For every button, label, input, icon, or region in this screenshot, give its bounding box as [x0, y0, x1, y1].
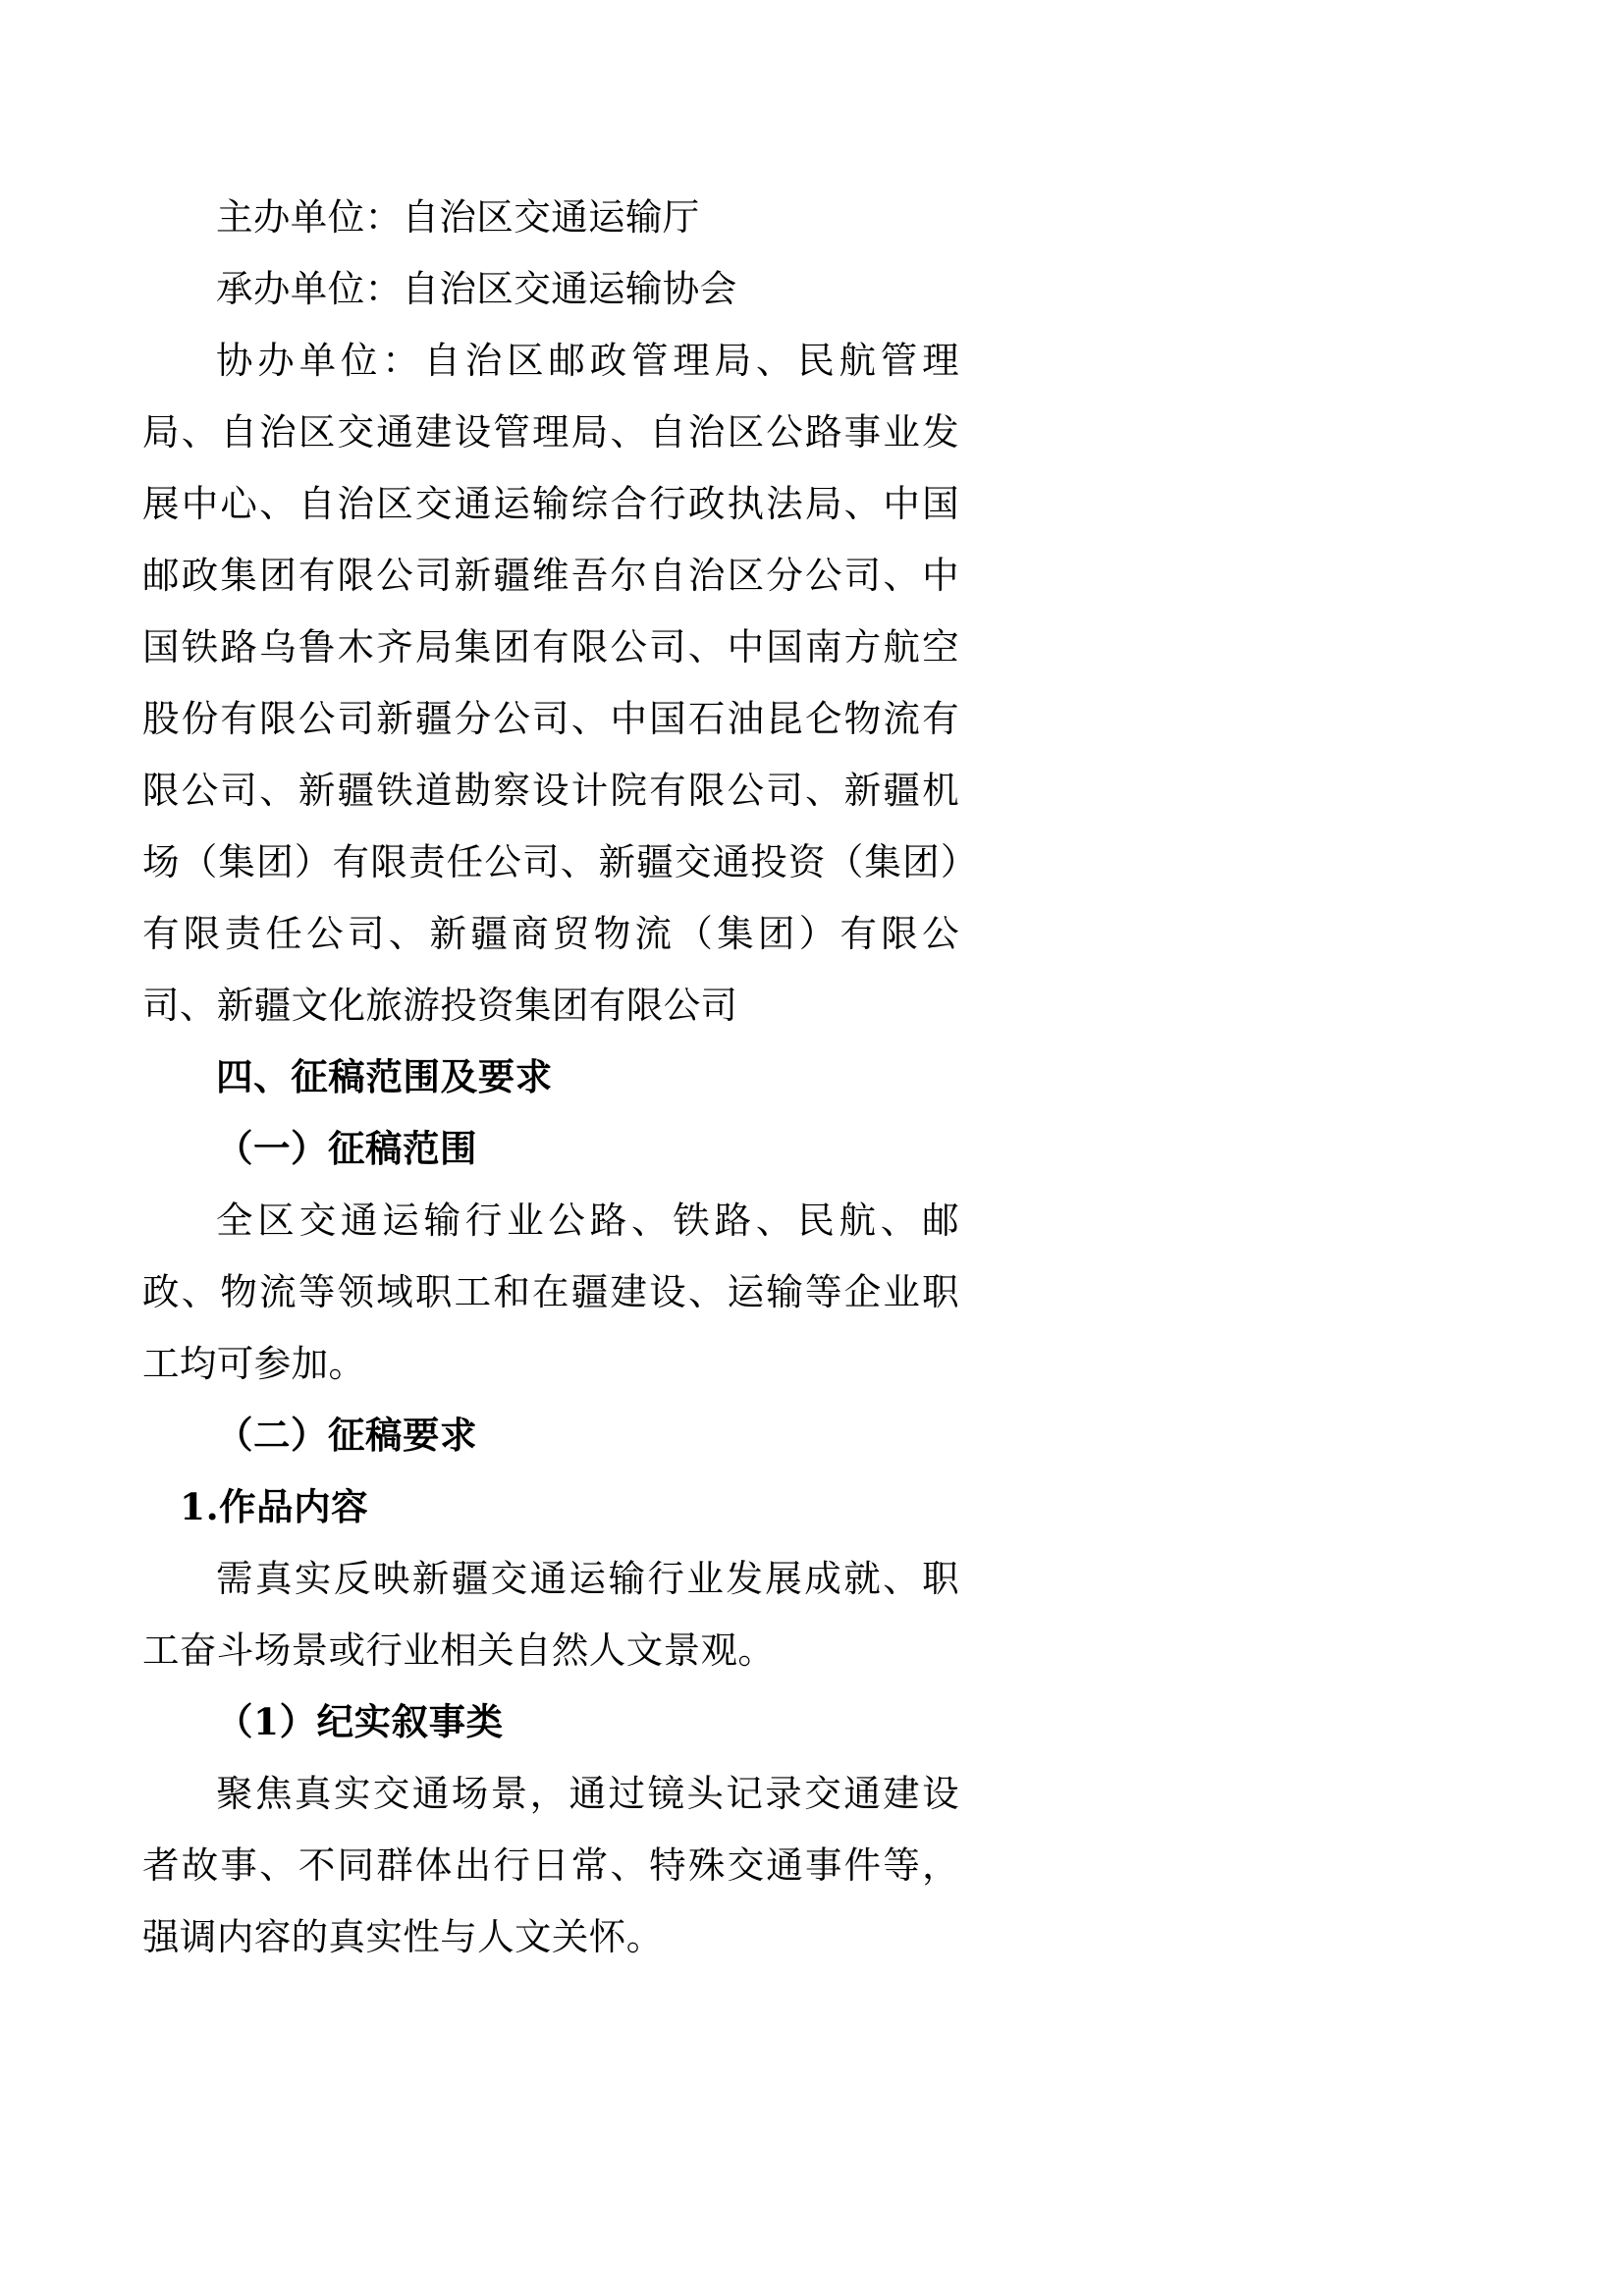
- work-content-paragraph: 需真实反映新疆交通运输行业发展成就、职工奋斗场景或行业相关自然人文景观。: [142, 1557, 959, 1672]
- documentary-narrative-paragraph: 聚焦真实交通场景，通过镜头记录交通建设者故事、不同群体出行日常、特殊交通事件等，强调内容的真实性与人文关怀。: [142, 1772, 959, 1958]
- heading-section-four: 四、征稿范围及要求: [216, 1055, 553, 1098]
- organizer-undertaker-line: 承办单位：自治区交通运输协会: [216, 267, 737, 310]
- submission-scope-paragraph: 全区交通运输行业公路、铁路、民航、邮政、物流等领域职工和在疆建设、运输等企业职工均可参加。: [142, 1199, 959, 1385]
- heading-submission-requirements: （二）征稿要求: [216, 1414, 477, 1457]
- heading-documentary-narrative-category: （1）纪实叙事类: [216, 1700, 504, 1743]
- organizer-host-line: 主办单位：自治区交通运输厅: [216, 195, 700, 239]
- heading-work-content: 1.作品内容: [180, 1485, 369, 1528]
- heading-submission-scope: （一）征稿范围: [216, 1127, 477, 1170]
- document-body: [142, 182, 959, 1973]
- organizer-coorganizers-paragraph: 协办单位：自治区邮政管理局、民航管理局、自治区交通建设管理局、自治区公路事业发展中心、自治区交通运输综合行政执法局、中国邮政集团有限公司新疆维吾尔自治区分公司、中国铁路乌鲁木齐局集团有限公司、中国南方航空股份有限公司新疆分公司、中国石油昆仑物流有限公司、新疆铁道勘察设计院有限公司、新疆机场（集团）有限责任公司、新疆交通投资（集团）有限责任公司、新疆商贸物流（集团）有限公司、新疆文化旅游投资集团有限公司: [142, 339, 959, 1027]
